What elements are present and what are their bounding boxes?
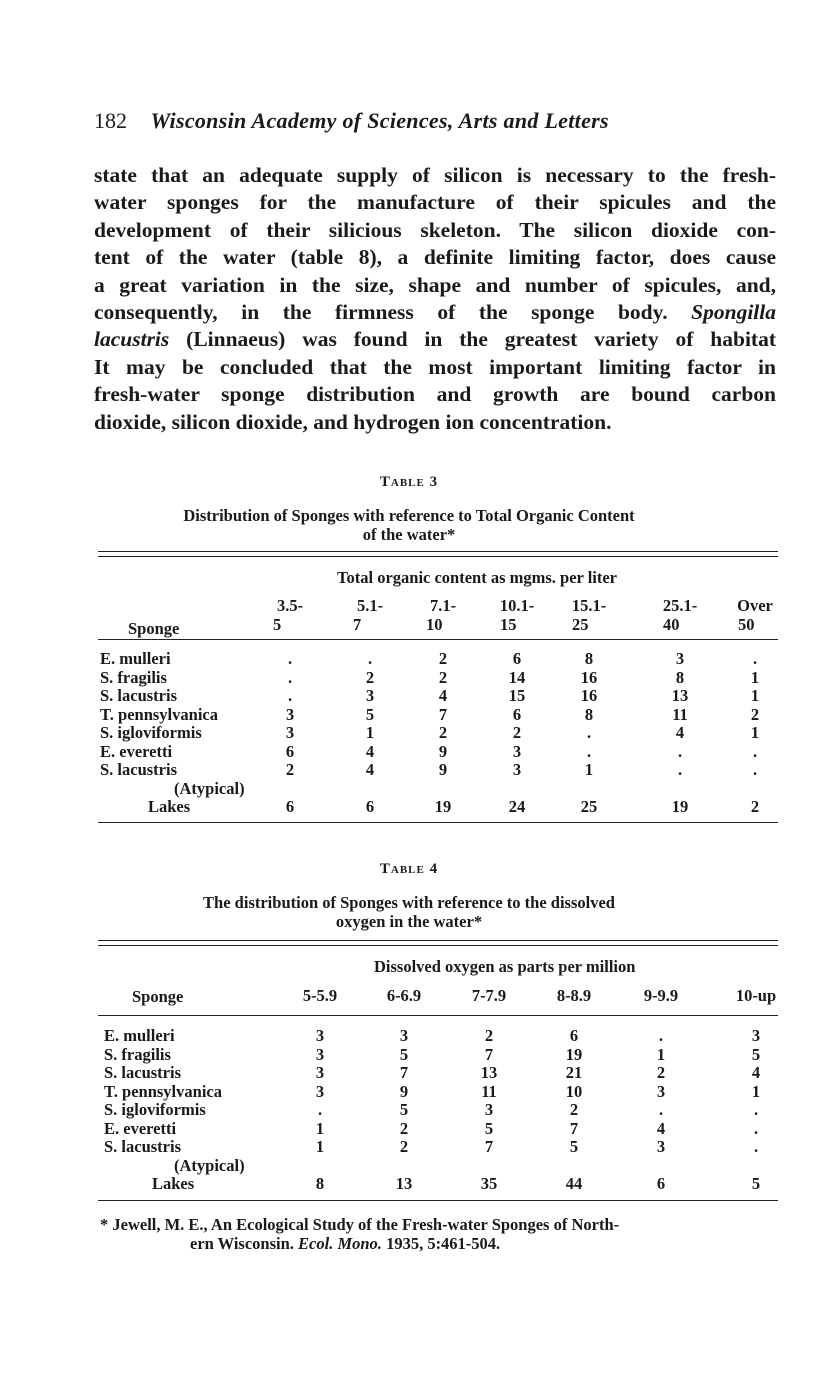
table3-cell: 3 xyxy=(512,741,522,761)
table4-cell: 7 xyxy=(399,1063,409,1082)
table4-row-header: Sponge xyxy=(132,987,184,1006)
table4-cell: 1 xyxy=(315,1137,325,1156)
table3-row-header: Sponge xyxy=(128,619,180,638)
table4-column-header: 10-up xyxy=(735,986,777,1005)
table3-cell: 1 xyxy=(750,723,760,742)
table4-cell: 2 xyxy=(484,1026,494,1045)
table3-spanner: Total organic content as mgms. per liter xyxy=(337,568,618,587)
table4-row-name: T. pennsylvanica xyxy=(104,1081,222,1101)
table3-lakes-cell: 25 xyxy=(580,797,598,816)
table3-cell: 1 xyxy=(584,760,594,779)
table4-cell: 13 xyxy=(480,1063,498,1082)
table3-column-header: 15 xyxy=(500,615,517,634)
table3-lakes-cell: 19 xyxy=(434,797,452,816)
table3-cell: 11 xyxy=(672,704,688,724)
paragraph-line: a great variation in the size, shape and number of spicules, and, xyxy=(94,272,776,297)
table4-title xyxy=(0,893,818,931)
table3-cell: . xyxy=(677,741,683,761)
paragraph-line: dioxide, silicon dioxide, and hydrogen ion concentration. xyxy=(94,409,612,434)
table4-column-header: 7-7.9 xyxy=(471,986,507,1005)
table3-cell: 6 xyxy=(285,741,295,761)
table4-column-header: 5-5.9 xyxy=(302,986,338,1005)
table4-lakes-cell: 5 xyxy=(751,1174,761,1193)
table4-cell: 7 xyxy=(569,1118,579,1138)
table4-title-line: The distribution of Sponges with reference to the dissolved xyxy=(203,893,615,912)
table3-cell: 3 xyxy=(512,760,522,779)
table3-lakes-cell: 24 xyxy=(508,797,526,816)
table3-cell: 2 xyxy=(285,760,295,779)
table3-column-header: 5.1- xyxy=(356,596,384,615)
table3-column-header: 10.1- xyxy=(499,596,535,615)
table4-cell: . xyxy=(753,1100,759,1119)
footnote-line: * Jewell, M. E., An Ecological Study of the Fresh-water Sponges of North- xyxy=(100,1215,620,1234)
table4-cell: 5 xyxy=(484,1118,494,1138)
table4-column-header: 6-6.9 xyxy=(386,986,422,1005)
table3-cell: 8 xyxy=(675,667,685,687)
table4-label: Table 4 xyxy=(379,861,439,877)
paragraph-line: It may be concluded that the most important limiting factor in xyxy=(94,354,776,379)
table3-atypical-label: (Atypical) xyxy=(174,779,245,798)
table3-cell: 6 xyxy=(512,704,522,724)
table4-cell: 5 xyxy=(399,1044,409,1064)
table3-cell: 2 xyxy=(365,667,375,687)
table4-cell: 5 xyxy=(751,1044,761,1064)
table4-cell: 10 xyxy=(565,1081,583,1101)
table3-column-header: 5 xyxy=(273,615,282,634)
table4-cell: 3 xyxy=(656,1137,666,1156)
table4-cell: 1 xyxy=(656,1044,666,1064)
table3-cell: . xyxy=(586,741,592,761)
table3-cell: 3 xyxy=(365,686,375,705)
table4-row-name: E. mulleri xyxy=(104,1026,175,1045)
table4-cell: 1 xyxy=(751,1081,761,1101)
table3-cell: 5 xyxy=(365,704,375,724)
table3-cell: 4 xyxy=(675,723,685,742)
table4-top-rule xyxy=(98,945,778,946)
table3-cell: 4 xyxy=(365,741,375,761)
table3-title-line: Distribution of Sponges with reference to Total Organic Content xyxy=(183,506,635,525)
table4-cell: . xyxy=(753,1137,759,1156)
table3-column-header: 15.1- xyxy=(571,596,607,615)
table4-cell: 5 xyxy=(399,1100,409,1119)
table3-cell: 3 xyxy=(675,649,685,668)
footnote xyxy=(100,1215,790,1253)
table3-cell: 3 xyxy=(285,704,295,724)
table3-row-name: E. everetti xyxy=(100,741,173,761)
table3-cell: 2 xyxy=(438,667,448,687)
table3-cell: . xyxy=(287,686,293,705)
table3-cell: . xyxy=(287,667,293,687)
footnote-text: ern Wisconsin. xyxy=(190,1234,294,1253)
table4-cell: 3 xyxy=(484,1100,494,1119)
footnote-text: 1935, 5:461-504. xyxy=(386,1234,501,1253)
table3-cell: 9 xyxy=(438,741,448,761)
table3-column-header: 3.5- xyxy=(276,596,304,615)
table4-cell: 5 xyxy=(569,1137,579,1156)
table3-cell: . xyxy=(752,649,758,668)
table4-cell: 2 xyxy=(399,1118,409,1138)
table3-column-header: 25.1- xyxy=(662,596,698,615)
table3-cell: 1 xyxy=(750,686,760,705)
table4-cell: 3 xyxy=(315,1063,325,1082)
table3-column-header: 7 xyxy=(353,615,362,634)
table4-cell: 4 xyxy=(751,1063,761,1082)
table4-cell: . xyxy=(658,1026,664,1045)
table3-cell: . xyxy=(367,649,373,668)
table4-cell: 3 xyxy=(315,1026,325,1045)
table3-column-header: 50 xyxy=(738,615,755,634)
table3-top-rule xyxy=(98,556,778,557)
table4-cell: 3 xyxy=(656,1081,666,1101)
journal-title: Wisconsin Academy of Sciences, Arts and Letters xyxy=(150,108,609,133)
table4-row-name: S. lacustris xyxy=(104,1063,182,1082)
table3-cell: 8 xyxy=(584,704,594,724)
table3-column-header: 10 xyxy=(426,615,443,634)
table4-cell: 11 xyxy=(481,1081,497,1101)
table4-cell: . xyxy=(658,1100,664,1119)
table4-lakes-cell: 6 xyxy=(656,1174,666,1193)
table3-lakes-cell: 6 xyxy=(365,797,375,816)
table3-cell: 8 xyxy=(584,649,594,668)
table3-cell: 4 xyxy=(438,686,448,705)
table3-cell: 2 xyxy=(438,649,448,668)
table4-cell: 7 xyxy=(484,1137,494,1156)
table4-row-name: E. everetti xyxy=(104,1118,177,1138)
table4-lakes-cell: 13 xyxy=(395,1174,413,1193)
table4-atypical-label: (Atypical) xyxy=(174,1156,245,1175)
body-paragraph xyxy=(94,162,776,436)
paragraph-line: development of their silicious skeleton. The silicon dioxide con- xyxy=(94,217,776,242)
table4-top-rule xyxy=(98,940,778,941)
table4-row-name: S. igloviformis xyxy=(104,1100,206,1119)
page-number: 182 xyxy=(94,108,127,133)
table3-title-line: of the water* xyxy=(362,525,456,544)
table3-lakes-label: Lakes xyxy=(148,797,191,816)
table4-bottom-rule xyxy=(98,1200,778,1201)
table4-column-header: 8-8.9 xyxy=(556,986,592,1005)
table4-cell: 4 xyxy=(656,1118,666,1138)
footnote-journal: Ecol. Mono. xyxy=(298,1234,382,1253)
table4-row-name: S. fragilis xyxy=(104,1044,171,1064)
table4-spanner: Dissolved oxygen as parts per million xyxy=(374,957,636,976)
table3-cell: 16 xyxy=(580,667,598,687)
table3-row-name: S. lacustris xyxy=(100,686,178,705)
table4-title-line: oxygen in the water* xyxy=(335,912,483,931)
table3-cell: 9 xyxy=(438,760,448,779)
table3-label: Table 3 xyxy=(379,474,439,490)
table3-cell: 4 xyxy=(365,760,375,779)
paragraph-line-text: consequently, in the firmness of the sponge body. xyxy=(94,300,668,325)
table4-cell: 6 xyxy=(569,1026,579,1045)
table3-cell: . xyxy=(287,649,293,668)
table4-cell: 19 xyxy=(565,1044,583,1064)
running-header xyxy=(94,108,609,134)
table4-cell: 2 xyxy=(569,1100,579,1119)
table3-lakes-cell: 6 xyxy=(285,797,295,816)
species-name: lacustris xyxy=(94,327,170,352)
paragraph-line: tent of the water (table 8), a definite limiting factor, does cause xyxy=(94,245,776,270)
table3-column-header: 25 xyxy=(572,615,589,634)
table3-cell: 16 xyxy=(580,686,598,705)
table4-lakes-label: Lakes xyxy=(152,1174,195,1193)
paragraph-line: water sponges for the manufacture of their spicules and the xyxy=(94,190,776,215)
table4-cell: 3 xyxy=(315,1081,325,1101)
table3-row-name: S. fragilis xyxy=(100,667,167,687)
table3-cell: 2 xyxy=(512,723,522,742)
paragraph-line: state that an adequate supply of silicon is necessary to the fresh- xyxy=(94,163,776,187)
table3-bottom-rule xyxy=(98,822,778,823)
table4-cell: 21 xyxy=(565,1063,583,1082)
table4-row-name: S. lacustris xyxy=(104,1137,182,1156)
paragraph-line-text: (Linnaeus) was found in the greatest variety of habitat xyxy=(186,327,776,352)
table3-row-name: T. pennsylvanica xyxy=(100,704,218,724)
table3-lakes-cell: 19 xyxy=(671,797,689,816)
table4-cell: . xyxy=(753,1118,759,1138)
table4-lakes-cell: 8 xyxy=(315,1174,325,1193)
table4-lakes-cell: 35 xyxy=(480,1174,498,1193)
table3-cell: 6 xyxy=(512,649,522,668)
table4-cell: 7 xyxy=(484,1044,494,1064)
table3-cell: . xyxy=(752,741,758,761)
table4-cell: 3 xyxy=(399,1026,409,1045)
table3-cell: 7 xyxy=(438,704,448,724)
table3-title xyxy=(0,506,818,544)
table3-cell: . xyxy=(586,723,592,742)
table3-cell: 15 xyxy=(508,686,526,705)
table3-column-header: 40 xyxy=(663,615,680,634)
table3-cell: . xyxy=(752,760,758,779)
paragraph-line: fresh-water sponge distribution and growth are bound carbon xyxy=(94,382,776,407)
table3-row-name: S. igloviformis xyxy=(100,723,202,742)
table3-cell: 13 xyxy=(671,686,689,705)
paragraph-line-with-italic xyxy=(94,326,776,353)
paragraph-line-with-italic xyxy=(94,299,776,326)
table4-header-rule xyxy=(98,1015,778,1016)
table3-lakes-cell: 2 xyxy=(750,797,760,816)
table4-cell: 9 xyxy=(399,1081,409,1101)
table3-cell: 1 xyxy=(750,667,760,687)
table3-cell: 2 xyxy=(750,704,760,724)
table4-cell: 1 xyxy=(315,1118,325,1138)
table4-column-header: 9-9.9 xyxy=(643,986,679,1005)
table3-top-rule xyxy=(98,551,778,552)
genus-name: Spongilla xyxy=(691,300,776,325)
table4-cell: . xyxy=(317,1100,323,1119)
table3-cell: 3 xyxy=(285,723,295,742)
table3-header-rule xyxy=(98,639,778,640)
table3-column-header: Over xyxy=(737,596,773,615)
table3-column-header: 7.1- xyxy=(429,596,457,615)
table3-cell: 14 xyxy=(508,667,526,687)
table4-cell: 2 xyxy=(399,1137,409,1156)
table4-cell: 2 xyxy=(656,1063,666,1082)
table3-cell: . xyxy=(677,760,683,779)
table3-row-name: S. lacustris xyxy=(100,760,178,779)
table3-cell: 2 xyxy=(438,723,448,742)
table4-cell: 3 xyxy=(315,1044,325,1064)
table3-row-name: E. mulleri xyxy=(100,649,171,668)
table4-lakes-cell: 44 xyxy=(565,1174,583,1193)
footnote-line xyxy=(100,1234,790,1253)
table4-cell: 3 xyxy=(751,1026,761,1045)
table3-cell: 1 xyxy=(365,723,375,742)
